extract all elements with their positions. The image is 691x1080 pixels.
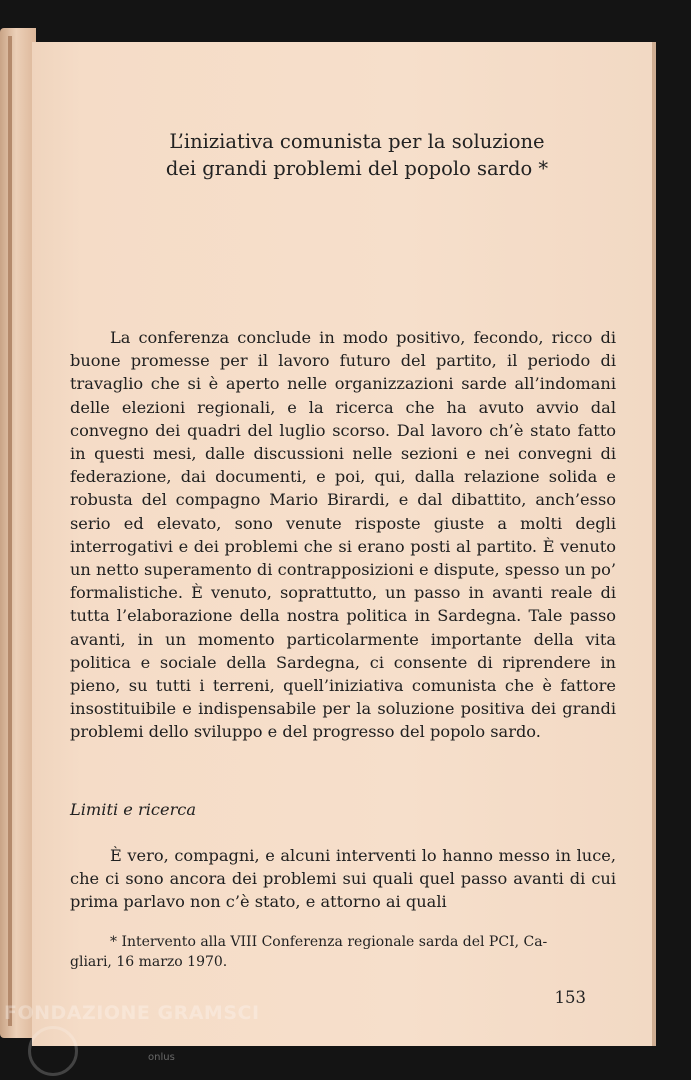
watermark-text: FONDAZIONE GRAMSCI xyxy=(4,1002,260,1024)
paragraph-text: È vero, compagni, e alcuni interventi lo hanno messo in luce, che ci sono ancora dei problemi sui quali quel passo avanti di cui prima parlavo non c’è stato, e attorno ai quali xyxy=(70,846,616,912)
page-edge xyxy=(652,42,656,1046)
footnote xyxy=(52,932,616,972)
book-page xyxy=(32,42,652,1046)
paragraph-text: La conferenza conclude in modo positivo, fecondo, ricco di buone promesse per il lavoro futuro del partito, il periodo di travaglio che si è aperto nelle organizzazioni sarde all’indomani delle elezioni regionali, e la ricerca che ha avuto avvio dal convegno dei quadri del luglio scorso. Dal lavoro ch’è stato fatto in questi mesi, dalle discussioni nelle sezioni e nei convegni di federazione, dai documenti, e poi, qui, dalla relazione solida e robusta del compagno Mario Birardi, e dal dibattito, anch’esso serio ed elevato, sono venute risposte giuste a molti degli interrogativi e dei problemi che si erano posti al partito. È venuto un netto superamento di contrapposizioni e dispute, spesso un po’ formalistiche. È venuto, soprattutto, un passo in avanti reale di tutta l’elaborazione della nostra politica in Sardegna. Tale passo avanti, in un momento particolarmente importante della vita politica e sociale della Sardegna, ci consente di riprendere in pieno, su tutti i terreni, quell’iniziativa comunista che è fattore insostituibile e indispensabile per la soluzione positiva dei grandi problemi dello sviluppo e del progresso del popolo sardo. xyxy=(70,328,616,742)
page-number: 153 xyxy=(554,988,586,1007)
section-heading: Limiti e ricerca xyxy=(70,800,197,819)
body-paragraph-1 xyxy=(70,326,616,744)
footnote-line-1: * Intervento alla VIII Conferenza regionale sarda del PCI, Ca- xyxy=(110,934,548,950)
left-page-edge xyxy=(0,28,36,1038)
title-line-1: L’iniziativa comunista per la soluzione xyxy=(169,130,545,153)
body-paragraph-2 xyxy=(70,844,616,914)
title-line-2: dei grandi problemi del popolo sardo * xyxy=(165,157,549,180)
watermark-logo-icon xyxy=(28,1026,78,1076)
watermark-subtext: onlus xyxy=(148,1052,175,1063)
footnote-line-2: gliari, 16 marzo 1970. xyxy=(70,954,228,970)
binding-edge xyxy=(8,36,12,1026)
article-title xyxy=(92,128,622,182)
